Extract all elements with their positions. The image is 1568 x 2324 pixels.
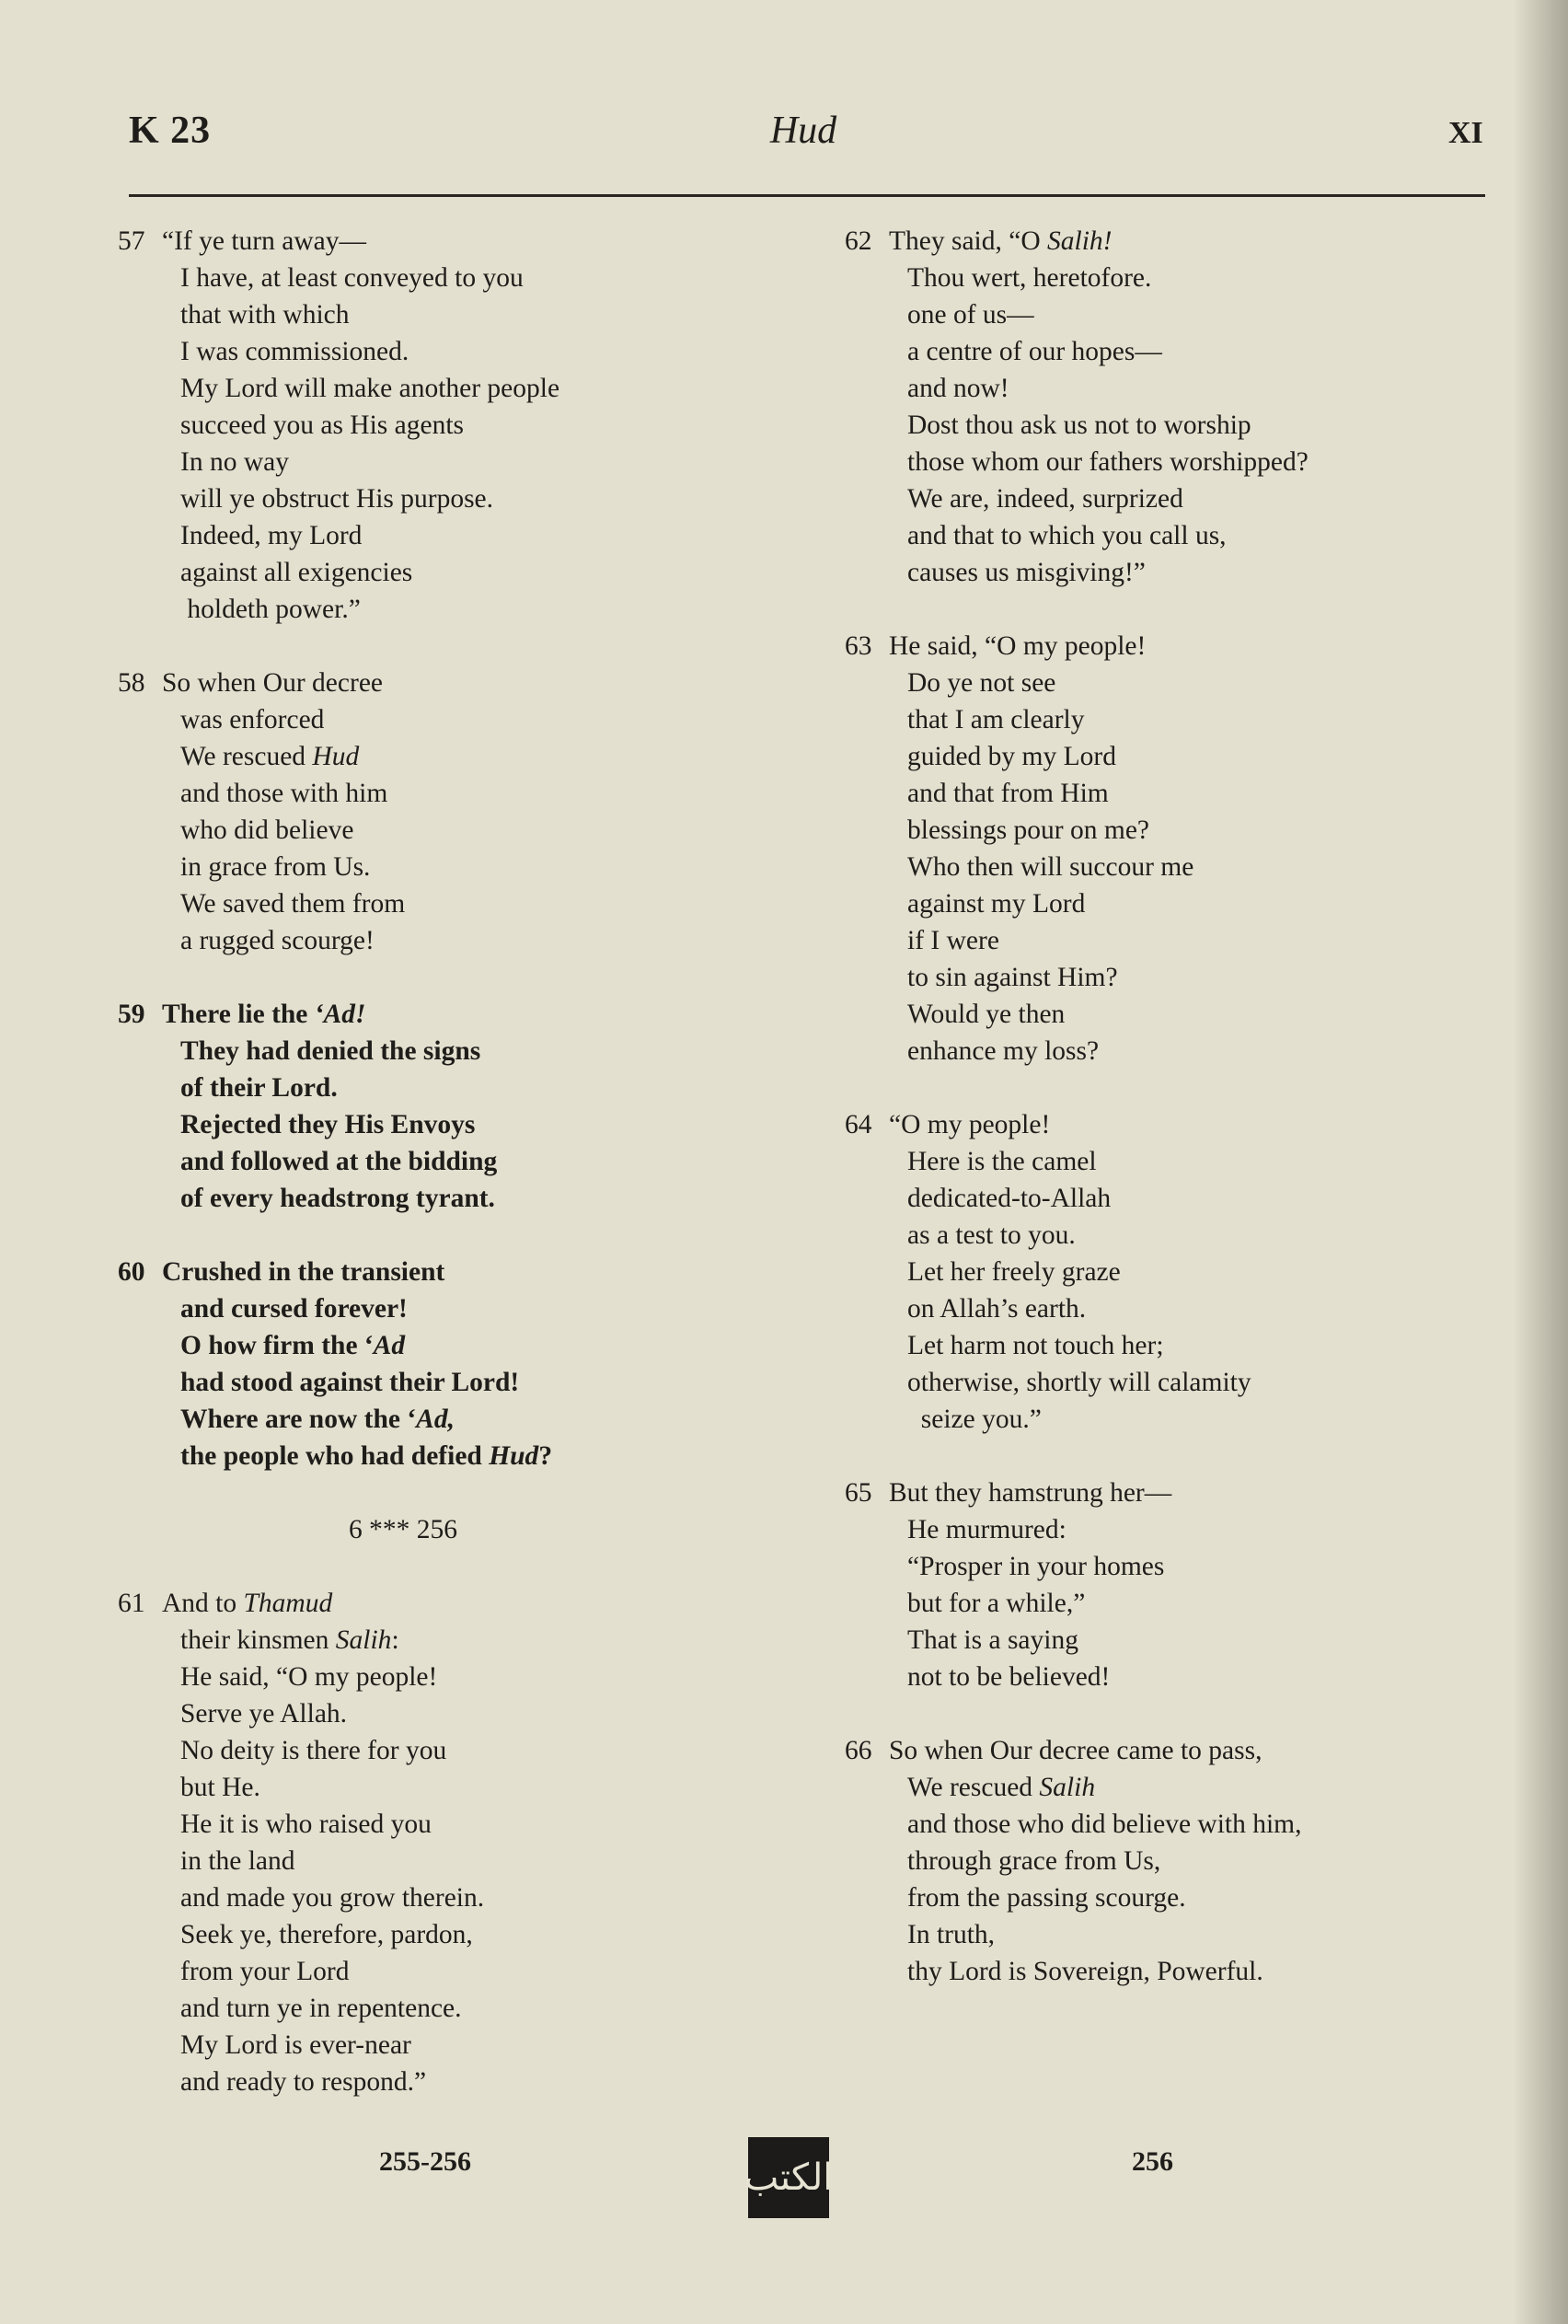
verse-62 (836, 223, 1480, 591)
verse-text: Seek ye, therefore, pardon, (180, 1920, 473, 1949)
verse-text: and those with him (180, 779, 388, 808)
verse-line (836, 775, 1480, 812)
verse-text: But they hamstrung her— (889, 1478, 1172, 1508)
italic-name: Salih (1039, 1773, 1096, 1802)
verse-line (109, 849, 753, 885)
verse-line (836, 885, 1480, 922)
verse-text: They said, “O (889, 226, 1048, 256)
verse-text: We rescued (907, 1773, 1040, 1802)
verse-line (836, 1843, 1480, 1879)
verse-text: succeed you as His agents (180, 410, 465, 440)
verse-text: seize you.” (907, 1405, 1042, 1434)
verse-text: He said, “O my people! (889, 631, 1147, 661)
verse-text: Do ye not see (907, 668, 1056, 698)
verse-line (109, 1990, 753, 2027)
verse-line (836, 260, 1480, 296)
verse-text: if I were (907, 926, 999, 955)
verse-text: Let her freely graze (907, 1257, 1121, 1287)
verse-text: on Allah’s earth. (907, 1294, 1087, 1324)
verse-text: That is a saying (907, 1625, 1078, 1655)
verse-text: O how firm the ‘ (180, 1331, 374, 1360)
italic-name: Ad (373, 1331, 406, 1360)
verse-line (109, 1364, 753, 1401)
verse-61 (109, 1585, 753, 2100)
verse-line (836, 517, 1480, 554)
verse-text: and that from Him (907, 779, 1109, 808)
verse-text: who did believe (180, 815, 354, 845)
header-surah-title: Hud (769, 110, 837, 152)
logo-text: الكتب (744, 2156, 834, 2199)
verse-number: 65 (845, 1478, 872, 1508)
verse-line (109, 1732, 753, 1769)
verse-line (109, 591, 753, 628)
verse-text: the people who had defied (180, 1441, 490, 1471)
verse-63 (836, 628, 1480, 1070)
verse-line (836, 922, 1480, 959)
verse-line (109, 1033, 753, 1070)
verse-line (109, 1695, 753, 1732)
verse-text: dedicated-to-Allah (907, 1184, 1112, 1213)
verse-line (109, 1401, 753, 1438)
verse-text: in grace from Us. (180, 852, 371, 882)
verse-line (109, 1070, 753, 1106)
verse-line (836, 1290, 1480, 1327)
italic-name: ‘Ad! (314, 1000, 366, 1029)
verse-line (109, 1769, 753, 1806)
verse-line (109, 1106, 753, 1143)
verse-text: guided by my Lord (907, 742, 1116, 771)
verse-line (836, 1327, 1480, 1364)
verse-line (109, 1290, 753, 1327)
verse-line (109, 223, 753, 260)
verse-line (109, 1143, 753, 1180)
verse-line (109, 738, 753, 775)
verse-text: and ready to respond.” (180, 2067, 427, 2097)
verse-text: Dost thou ask us not to worship (907, 410, 1251, 440)
verse-text: of their Lord. (180, 1073, 338, 1103)
footer-left-page-ref: 255-256 (379, 2146, 471, 2177)
header-section-label: K 23 (129, 110, 212, 152)
verse-line (836, 1474, 1480, 1511)
verse-text: Let harm not touch her; (907, 1331, 1164, 1360)
verse-text: My Lord will make another people (180, 374, 560, 403)
verse-line (836, 738, 1480, 775)
verse-text: and cursed forever! (180, 1294, 408, 1324)
verse-text: No deity is there for you (180, 1736, 447, 1765)
verse-text: but He. (180, 1773, 260, 1802)
verse-line (836, 1953, 1480, 1990)
verse-number: 60 (118, 1257, 145, 1287)
verse-line (836, 959, 1480, 996)
verse-line (836, 1511, 1480, 1548)
verse-line (836, 1769, 1480, 1806)
verse-number: 66 (845, 1736, 872, 1765)
verse-text: a rugged scourge! (180, 926, 375, 955)
verse-line (109, 1438, 753, 1474)
verse-line (836, 407, 1480, 444)
header-rule (129, 194, 1485, 197)
verse-line (836, 1033, 1480, 1070)
verse-text: : (391, 1625, 399, 1655)
verse-text: holdeth power.” (180, 595, 361, 624)
verse-line (109, 885, 753, 922)
verse-line (836, 296, 1480, 333)
verse-text: I have, at least conveyed to you (180, 263, 524, 293)
verse-text: in the land (180, 1846, 295, 1876)
verse-text: ? (538, 1441, 553, 1471)
verse-text: Thou wert, heretofore. (907, 263, 1152, 293)
verse-line (836, 996, 1480, 1033)
verse-line (109, 1806, 753, 1843)
verse-line (836, 1659, 1480, 1695)
verse-text: My Lord is ever-near (180, 2030, 411, 2060)
header-chapter-number: XI (1448, 116, 1483, 150)
verse-line (836, 333, 1480, 370)
verse-number: 58 (118, 668, 145, 698)
page-edge-shadow (1513, 0, 1568, 2324)
verse-text: Serve ye Allah. (180, 1699, 348, 1729)
verse-line (109, 1622, 753, 1659)
verse-line (109, 701, 753, 738)
verse-text: I was commissioned. (180, 337, 409, 366)
verse-line (109, 665, 753, 701)
verse-text: And to (162, 1589, 244, 1618)
verse-line (836, 1180, 1480, 1217)
verse-line (109, 775, 753, 812)
verse-line (836, 1806, 1480, 1843)
verse-line (109, 260, 753, 296)
verse-line (836, 1916, 1480, 1953)
verse-line (836, 1254, 1480, 1290)
verse-text: blessings pour on me? (907, 815, 1150, 845)
verse-line (109, 1180, 753, 1217)
verse-text: but for a while,” (907, 1589, 1086, 1618)
verse-64 (836, 1106, 1480, 1438)
verse-text: thy Lord is Sovereign, Powerful. (907, 1957, 1263, 1986)
verse-text: their kinsmen (180, 1625, 336, 1655)
verse-line (109, 370, 753, 407)
verse-line (109, 1254, 753, 1290)
verse-line (836, 701, 1480, 738)
verse-line (836, 1879, 1480, 1916)
verse-57 (109, 223, 753, 628)
verse-text: “O my people! (889, 1110, 1051, 1139)
verse-number: 57 (118, 226, 145, 256)
verse-text: causes us misgiving!” (907, 558, 1146, 587)
verse-line (836, 554, 1480, 591)
verse-text: We saved them from (180, 889, 406, 919)
verse-text: Would ye then (907, 1000, 1066, 1029)
verse-text: as a test to you. (907, 1220, 1076, 1250)
verse-text: In truth, (907, 1920, 996, 1949)
left-column (109, 223, 753, 2137)
verse-text: against my Lord (907, 889, 1086, 919)
verse-number: 64 (845, 1110, 872, 1139)
verse-text: They had denied the signs (180, 1036, 481, 1066)
verse-line (109, 517, 753, 554)
verse-line (836, 1401, 1480, 1438)
verse-text: enhance my loss? (907, 1036, 1100, 1066)
verse-number: 62 (845, 226, 872, 256)
verse-text: So when Our decree (162, 668, 384, 698)
verse-text: had stood against their Lord! (180, 1368, 520, 1397)
verse-line (836, 1548, 1480, 1585)
verse-text: those whom our fathers worshipped? (907, 447, 1309, 477)
verse-line (836, 1732, 1480, 1769)
footer-right-page-ref: 256 (1132, 2146, 1173, 2177)
verse-line (836, 849, 1480, 885)
verse-59 (109, 996, 753, 1217)
verse-line (836, 1585, 1480, 1622)
verse-line (836, 223, 1480, 260)
verse-line (109, 996, 753, 1033)
verse-text: He it is who raised you (180, 1809, 432, 1839)
publisher-logo-icon (744, 2137, 834, 2218)
italic-name: Ad, (416, 1405, 455, 1434)
verse-text: not to be believed! (907, 1662, 1111, 1692)
verse-line (109, 2064, 753, 2100)
verse-text: He said, “O my people! (180, 1662, 438, 1692)
verse-text: There lie the (162, 1000, 315, 1029)
verse-text: and that to which you call us, (907, 521, 1227, 550)
verse-line (109, 812, 753, 849)
verse-line (109, 1953, 753, 1990)
verse-line (836, 1622, 1480, 1659)
verse-line (836, 1143, 1480, 1180)
verse-text: and now! (907, 374, 1009, 403)
verse-line (836, 812, 1480, 849)
verse-text: to sin against Him? (907, 963, 1118, 992)
verse-line (836, 370, 1480, 407)
verse-line (109, 480, 753, 517)
verse-text: Here is the camel (907, 1147, 1097, 1176)
verse-line (836, 1364, 1480, 1401)
verse-line (109, 1916, 753, 1953)
italic-name: Thamud (243, 1589, 333, 1618)
verse-line (836, 628, 1480, 665)
verse-number: 61 (118, 1589, 145, 1618)
verse-text: We rescued (180, 742, 313, 771)
italic-name: Salih! (1047, 226, 1113, 256)
verse-text: “Prosper in your homes (907, 1552, 1165, 1581)
italic-name: Hud (312, 742, 360, 771)
verse-text: otherwise, shortly will calamity (907, 1368, 1251, 1397)
verse-line (109, 1659, 753, 1695)
verse-text: and made you grow therein. (180, 1883, 485, 1913)
verse-line (109, 1585, 753, 1622)
verse-58 (109, 665, 753, 959)
verse-text: was enforced (180, 705, 325, 734)
italic-name: Salih (335, 1625, 392, 1655)
verse-line (836, 665, 1480, 701)
verse-text: that I am clearly (907, 705, 1085, 734)
verse-line (109, 1843, 753, 1879)
verse-line (109, 444, 753, 480)
verse-line (109, 407, 753, 444)
verse-line (836, 480, 1480, 517)
verse-66 (836, 1732, 1480, 1990)
verse-text: Crushed in the transient (162, 1257, 445, 1287)
italic-name: Hud (489, 1441, 539, 1471)
verse-text: and followed at the bidding (180, 1147, 498, 1176)
verse-number: 63 (845, 631, 872, 661)
verse-text: So when Our decree came to pass, (889, 1736, 1262, 1765)
right-column (836, 223, 1480, 2027)
verse-line (109, 1327, 753, 1364)
verse-text: He murmured: (907, 1515, 1066, 1544)
verse-text: will ye obstruct His purpose. (180, 484, 494, 514)
verse-line (109, 554, 753, 591)
verse-text: “If ye turn away— (162, 226, 366, 256)
verse-line (836, 444, 1480, 480)
verse-text: against all exigencies (180, 558, 413, 587)
verse-text: Rejected they His Envoys (180, 1110, 476, 1139)
verse-line (836, 1217, 1480, 1254)
verse-line (836, 1106, 1480, 1143)
verse-line (109, 1879, 753, 1916)
verse-text: from your Lord (180, 1957, 350, 1986)
verse-text: that with which (180, 300, 350, 330)
verse-text: a centre of our hopes— (907, 337, 1162, 366)
verse-60 (109, 1254, 753, 1474)
verse-line (109, 333, 753, 370)
verse-text: and turn ye in repentence. (180, 1994, 462, 2023)
verse-text: Where are now the ‘ (180, 1405, 417, 1434)
verse-text: In no way (180, 447, 289, 477)
verse-text: We are, indeed, surprized (907, 484, 1183, 514)
verse-text: Who then will succour me (907, 852, 1194, 882)
verse-text: of every headstrong tyrant. (180, 1184, 495, 1213)
verse-text: through grace from Us, (907, 1846, 1161, 1876)
verse-line (109, 2027, 753, 2064)
verse-65 (836, 1474, 1480, 1695)
verse-text: and those who did believe with him, (907, 1809, 1302, 1839)
verse-text: from the passing scourge. (907, 1883, 1186, 1913)
verse-line (109, 296, 753, 333)
verse-line (109, 922, 753, 959)
verse-text: Indeed, my Lord (180, 521, 363, 550)
verse-text: one of us— (907, 300, 1034, 330)
verse-number: 59 (118, 1000, 145, 1029)
section-separator: 6 *** 256 (349, 1515, 457, 1544)
